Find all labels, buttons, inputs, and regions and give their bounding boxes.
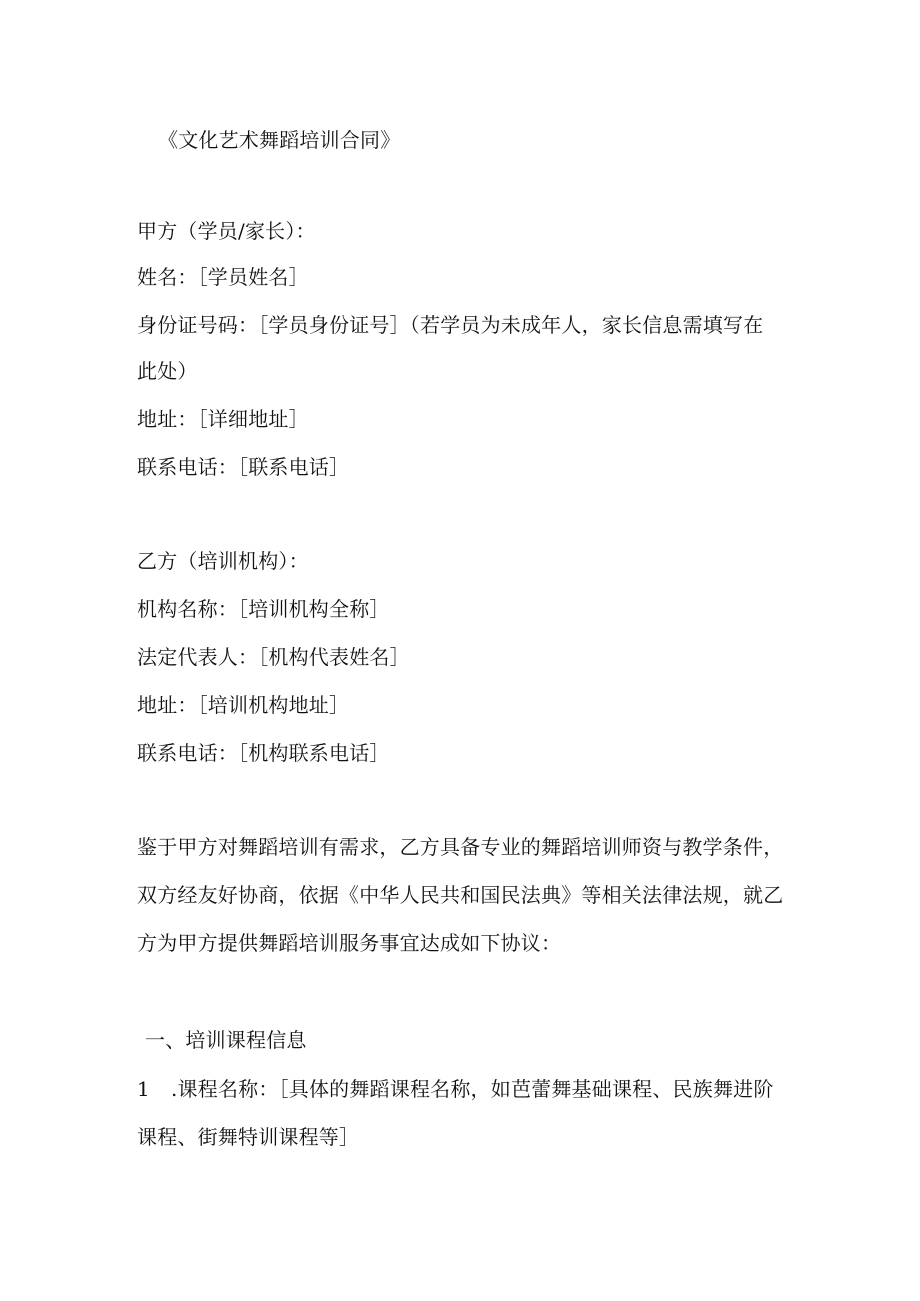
party-b-legal-rep: 法定代表人：［机构代表姓名］ <box>137 645 410 669</box>
section-1-item-1-line-1 <box>137 1077 774 1101</box>
party-b-heading: 乙方（培训机构）： <box>137 549 309 573</box>
contract-title: 《文化艺术舞蹈培训合同》 <box>158 128 401 152</box>
preamble-line-3: 方为甲方提供舞蹈培训服务事宜达成如下协议： <box>137 931 562 955</box>
party-b-address: 地址：［培训机构地址］ <box>137 693 350 717</box>
party-a-heading: 甲方（学员/家长）： <box>137 219 316 243</box>
section-1-item-1-line-2: 课程、街舞特训课程等］ <box>137 1125 360 1149</box>
party-b-phone: 联系电话：［机构联系电话］ <box>137 741 390 765</box>
party-a-name: 姓名：［学员姓名］ <box>137 265 309 289</box>
preamble-line-2: 双方经友好协商，依据《中华人民共和国民法典》等相关法律法规，就乙 <box>137 883 784 907</box>
party-a-phone: 联系电话：［联系电话］ <box>137 455 350 479</box>
party-a-address: 地址：［详细地址］ <box>137 407 309 431</box>
party-b-org-name: 机构名称：［培训机构全称］ <box>137 597 390 621</box>
party-a-id-line-2: 此处） <box>137 359 198 383</box>
item-text: .课程名称：［具体的舞蹈课程名称，如芭蕾舞基础课程、民族舞进阶 <box>171 1077 774 1101</box>
item-number: 1 <box>137 1077 150 1101</box>
section-1-heading: 一、培训课程信息 <box>145 1028 307 1052</box>
party-a-id-line-1: 身份证号码：［学员身份证号］（若学员为未成年人，家长信息需填写在 <box>137 313 764 337</box>
preamble-line-1: 鉴于甲方对舞蹈培训有需求，乙方具备专业的舞蹈培训师资与教学条件， <box>137 835 784 859</box>
